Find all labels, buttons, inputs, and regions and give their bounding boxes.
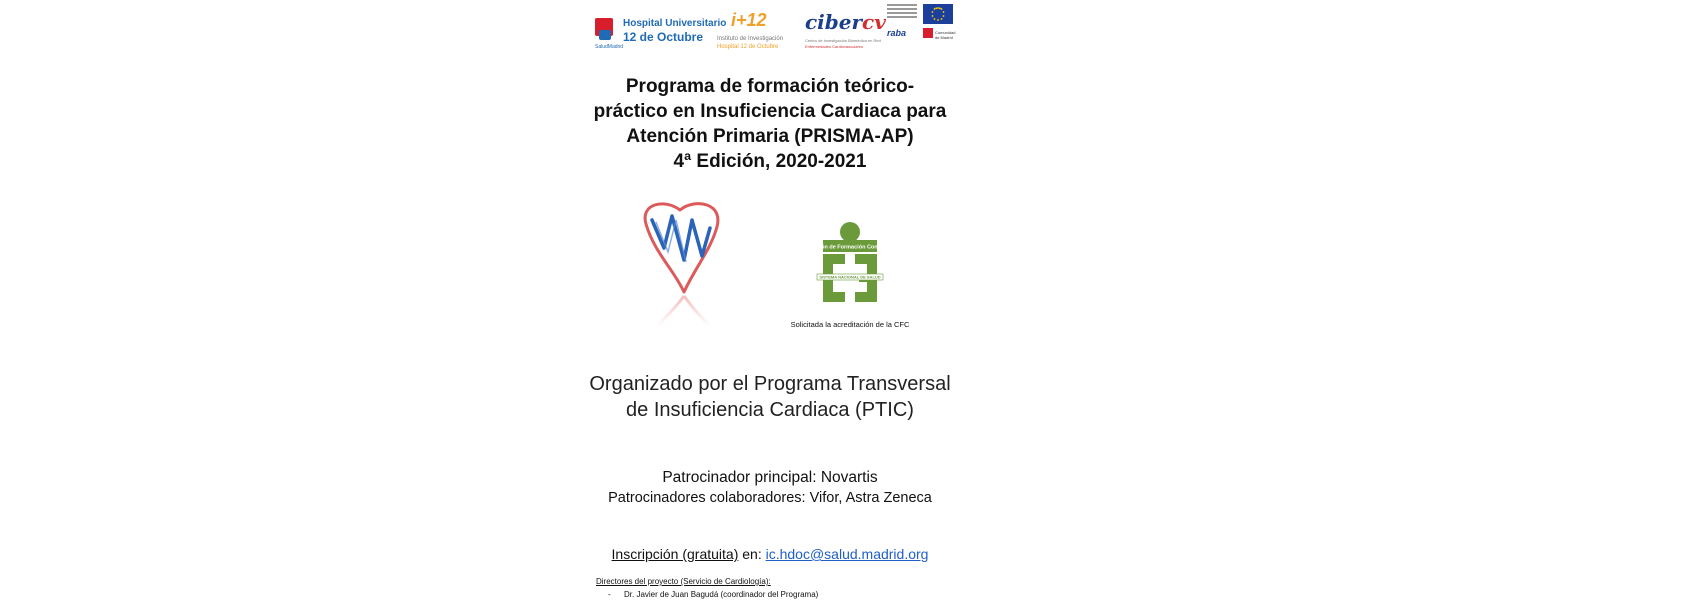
i12-institute-logo <box>717 10 801 54</box>
i12-line2: Hospital 12 de Octubre <box>717 44 779 50</box>
inscription-email-link[interactable]: ic.hdoc@salud.madrid.org <box>765 546 929 562</box>
ciber-text: ciber <box>805 10 863 34</box>
cfc-caption: Solicitada la acreditación de la CFC <box>790 320 910 329</box>
sponsors <box>560 468 980 508</box>
title-line: práctico en Insuficiencia Cardiaca para <box>593 101 947 122</box>
collaborating-sponsors: Patrocinadores colaboradores: Vifor, Astra Zeneca <box>608 490 932 506</box>
saludmadrid-label: SaludMadrid <box>595 44 624 50</box>
cv-text: cv <box>862 10 886 34</box>
header-logos <box>595 4 955 52</box>
main-sponsor: Patrocinador principal: Novartis <box>662 469 878 486</box>
eu-funding-logos <box>887 4 957 52</box>
title-line: Programa de formación teórico- <box>625 76 915 97</box>
program-title <box>560 74 980 174</box>
hospital-line1: Hospital Universitario <box>623 18 727 29</box>
cfc-emblem-icon <box>775 218 925 318</box>
organized-line1: Organizado por el Programa Transversal <box>589 373 951 395</box>
cibercv-mark <box>805 10 886 34</box>
cibercv-logo <box>805 10 886 54</box>
madrid-label: Comunidad de Madrid <box>935 30 956 40</box>
cibercv-line2: Enfermedades Cardiovasculares <box>805 44 864 49</box>
raba-logo: raba <box>887 28 907 38</box>
inscription-connector: en: <box>738 546 766 562</box>
title-line: Atención Primaria (PRISMA-AP) <box>626 126 914 147</box>
i12-line1: Instituto de Investigación <box>717 36 784 42</box>
comunidad-madrid-icon <box>923 28 933 38</box>
director-list-item <box>608 590 818 599</box>
madrid-logo-mark-blue <box>599 30 611 40</box>
organized-by <box>560 371 980 423</box>
eu-flag-icon <box>923 4 953 24</box>
cfc-side-text: SISTEMA NACIONAL DE SALUD <box>819 274 881 280</box>
directors-heading: Directores del proyecto (Servicio de Cardiología): <box>596 577 771 586</box>
inscription-label: Inscripción (gratuita) <box>611 546 739 562</box>
hospital-line2: 12 de Octubre <box>623 30 704 44</box>
hospital-12-octubre-logo <box>595 18 727 50</box>
eu-fine-print <box>887 4 917 24</box>
director-name: Dr. Javier de Juan Bagudá (coordinador del Programa) <box>624 590 819 599</box>
title-line: 4ª Edición, 2020-2021 <box>673 151 867 172</box>
i12-mark: i+12 <box>731 10 767 30</box>
inscription-line <box>560 546 980 562</box>
cfc-top-text: Comisión de Formación Continuada <box>802 244 898 251</box>
organized-line2: de Insuficiencia Cardiaca (PTIC) <box>626 399 914 421</box>
cfc-accreditation-logo <box>775 218 925 338</box>
list-bullet: - <box>608 590 611 599</box>
cibercv-line1: Centro de Investigación Biomédica en Red <box>805 38 881 43</box>
heart-logo-icon <box>630 200 760 330</box>
